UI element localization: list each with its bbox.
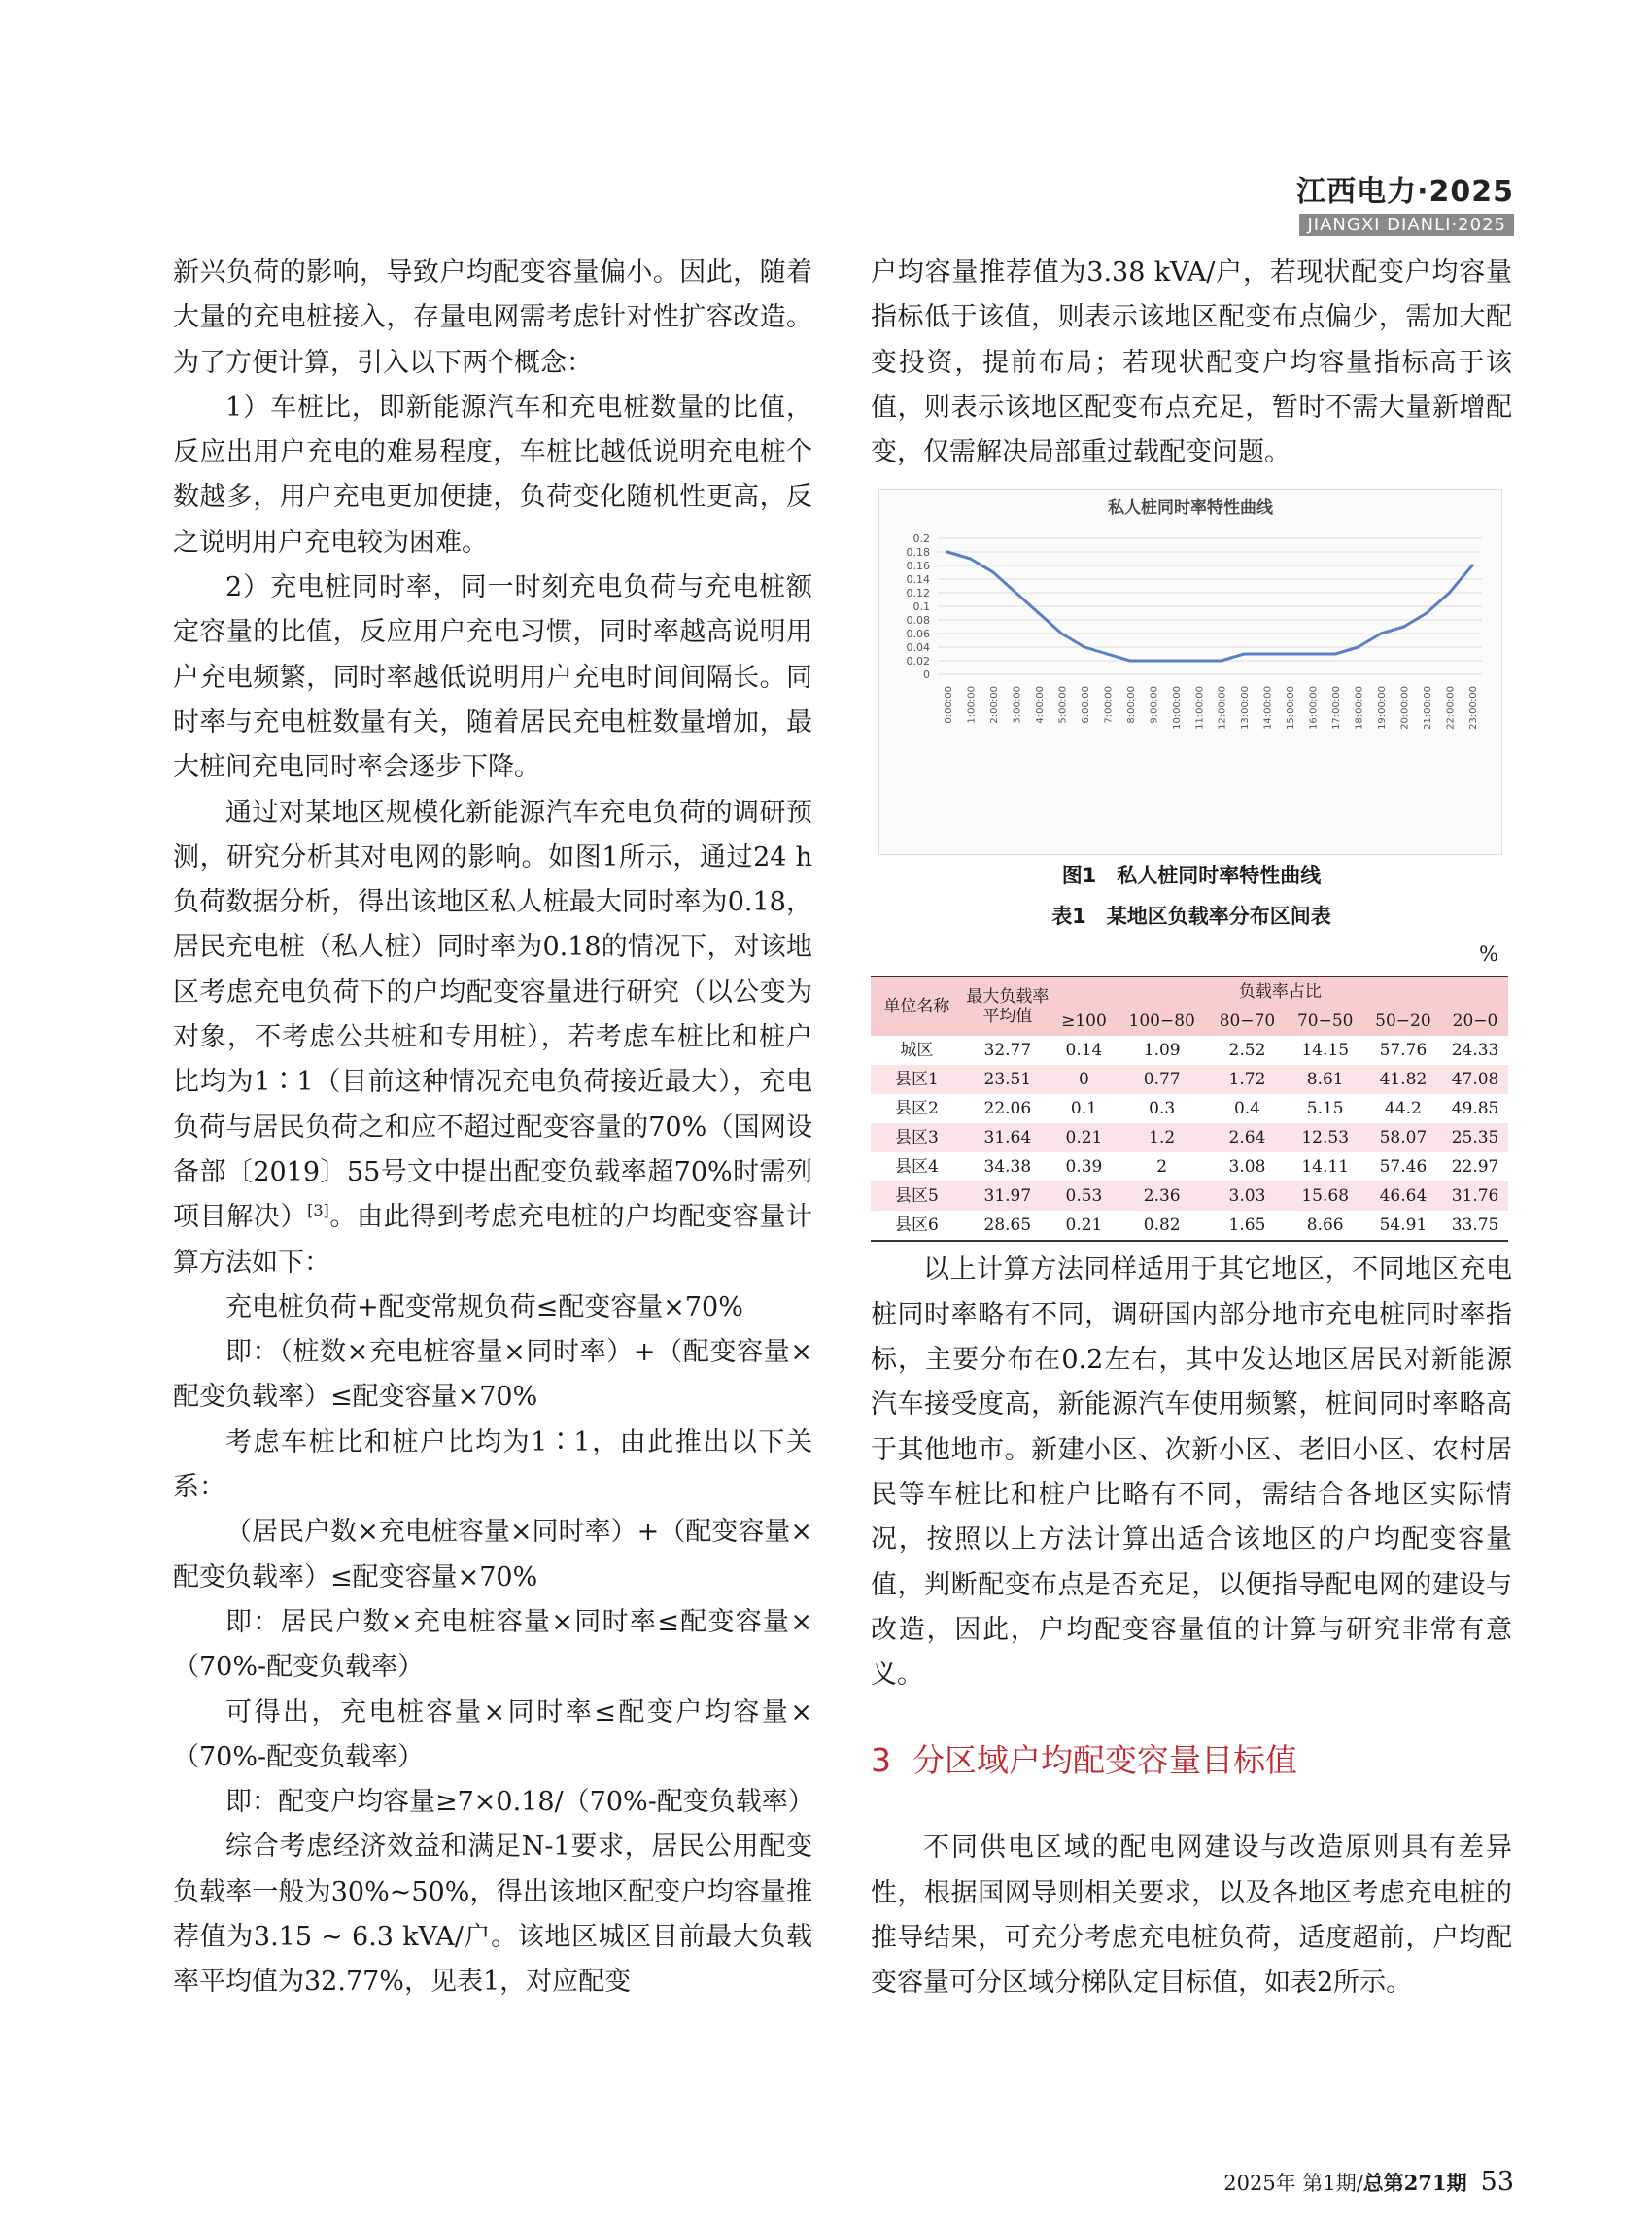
table-cell: 县区4 [895, 1157, 939, 1178]
data-point [1448, 592, 1451, 595]
table-row [871, 1211, 1508, 1241]
y-tick-label: 0.16 [906, 560, 930, 573]
chart-title: 私人桩同时率特性曲线 [1108, 498, 1273, 519]
x-tick-label: 14:00:00 [1262, 686, 1274, 731]
data-point [1311, 653, 1314, 656]
y-tick-label: 0.18 [906, 546, 930, 560]
table-cell: 3.08 [1228, 1157, 1266, 1178]
data-point [1037, 612, 1040, 615]
table-cell: 0.21 [1065, 1216, 1103, 1236]
table-cell: 15.68 [1301, 1186, 1350, 1207]
data-point [1265, 653, 1268, 656]
table-cell: 0.21 [1065, 1128, 1103, 1148]
y-tick-label: 0.12 [906, 587, 930, 600]
paragraph: 2）充电桩同时率，同一时刻充电负荷与充电桩额定容量的比值，反应用户充电习惯，同时率越高说明用户充电频繁，同时率越低说明用户充电时间间隔长。同时率与充电桩数量有关，随着居民充电桩数量增加，最大桩间充电同时率会逐步下降。 [173, 572, 812, 783]
table-cell: 31.64 [983, 1128, 1032, 1148]
x-tick-label: 5:00:00 [1057, 686, 1069, 725]
data-point [946, 551, 949, 554]
table-cell: 0 [1079, 1070, 1089, 1090]
table-cell: 2 [1156, 1157, 1168, 1178]
x-tick-label: 22:00:00 [1445, 686, 1457, 731]
table-cell: 0.14 [1065, 1041, 1103, 1061]
table-cell: 14.11 [1301, 1157, 1350, 1178]
x-tick-label: 3:00:00 [1012, 686, 1023, 725]
x-tick-label: 12:00:00 [1217, 686, 1228, 731]
table-header-row [871, 976, 1508, 1007]
y-tick-label: 0.06 [906, 628, 930, 641]
table-cell: 24.33 [1451, 1041, 1499, 1061]
table-cell: 34.38 [983, 1157, 1032, 1178]
formula: 充电桩负荷+配变常规负荷≤配变容量×70% [225, 1291, 743, 1322]
formula: 即：配变户均容量≥7×0.18/（70%-配变负载率） [225, 1787, 814, 1818]
table-row [871, 1036, 1508, 1065]
header-col: 100−80 [1128, 1011, 1195, 1032]
data-point [1015, 592, 1017, 595]
paragraph: 以上计算方法同样适用于其它地区，不同地区充电桩同时率略有不同，调研国内部分地市充电桩同时率指标，主要分布在0.2左右，其中发达地区居民对新能源汽车接受度高，新能源汽车使用频繁，桩间同时率略高于其他地市。新建小区、次新小区、老旧小区、农村居民等车桩比和桩户比略有不同，需结合各地区实际情况，按照以上方法计算出适合该地区的户均配变容量值，判断配变布点是否充足，以便指导配电网的建设与改造，因此，户均配变容量值的计算与研究非常有意义。 [871, 1254, 1512, 1691]
table-cell: 8.66 [1306, 1216, 1344, 1236]
table-cell: 2.64 [1228, 1128, 1266, 1148]
x-tick-label: 11:00:00 [1194, 686, 1206, 731]
data-point [1083, 646, 1085, 649]
table-cell: 31.97 [983, 1186, 1032, 1207]
section-heading [871, 1738, 1512, 1783]
x-tick-label: 8:00:00 [1125, 686, 1137, 725]
table-cell: 32.77 [983, 1041, 1032, 1061]
table-cell: 28.65 [983, 1216, 1032, 1236]
table-cell: 41.82 [1379, 1070, 1428, 1090]
issue-info: 2025年 第1期/ [1223, 2172, 1363, 2195]
table-cell: 47.08 [1451, 1070, 1499, 1090]
x-tick-label: 7:00:00 [1103, 686, 1115, 725]
table-row [871, 1094, 1508, 1123]
line-chart [879, 490, 1501, 854]
paragraph-text: 。由此得到考虑充电桩的户均配变容量计算方法如下： [173, 1202, 813, 1278]
x-tick-label: 10:00:00 [1171, 686, 1183, 731]
x-tick-label: 20:00:00 [1399, 686, 1411, 731]
figure-1 [871, 489, 1512, 890]
table-cell: 14.15 [1301, 1041, 1350, 1061]
y-tick-label: 0.02 [906, 655, 930, 668]
header-col: 70−50 [1296, 1011, 1354, 1032]
table-cell: 54.91 [1379, 1216, 1428, 1236]
table-cell: 0.4 [1233, 1099, 1260, 1119]
y-tick-label: 0 [923, 668, 930, 682]
header-unit: 单位名称 [883, 997, 950, 1017]
y-tick-label: 0.04 [906, 641, 930, 655]
table-cell: 县区6 [895, 1216, 939, 1236]
data-point [1289, 653, 1291, 656]
journal-title: 江西电力·2025 [1296, 175, 1514, 209]
table-cell: 0.39 [1065, 1157, 1103, 1178]
x-tick-label: 16:00:00 [1308, 686, 1320, 731]
table-cell: 2.52 [1228, 1041, 1266, 1061]
table-row [871, 1065, 1508, 1094]
table-cell: 46.64 [1379, 1186, 1428, 1207]
paragraph: 新兴负荷的影响，导致户均配变容量偏小。因此，随着大量的充电桩接入，存量电网需考虑针对性扩容改造。为了方便计算，引入以下两个概念： [173, 257, 812, 378]
data-point [1128, 660, 1131, 663]
table-cell: 57.46 [1379, 1157, 1428, 1178]
header-avg: 最大负载率平均值 [966, 987, 1050, 1027]
table-cell: 8.61 [1306, 1070, 1344, 1090]
table-cell: 0.82 [1143, 1216, 1181, 1236]
data-point [1197, 660, 1200, 663]
formula: 即：（桩数×充电桩容量×同时率）+（配变容量×配变负载率）≤配变容量×70% [173, 1337, 812, 1413]
header-col: 80−70 [1219, 1011, 1276, 1032]
formula: （居民户数×充电桩容量×同时率）+（配变容量×配变负载率）≤配变容量×70% [173, 1517, 812, 1592]
table-cell: 县区3 [895, 1128, 939, 1148]
x-tick-label: 6:00:00 [1080, 686, 1091, 725]
header-col: 50−20 [1375, 1011, 1431, 1032]
chart-frame [878, 489, 1502, 855]
data-point [1380, 633, 1383, 635]
y-tick-label: 0.14 [906, 573, 930, 587]
table-cell: 22.97 [1451, 1157, 1499, 1178]
x-tick-label: 17:00:00 [1331, 686, 1343, 731]
table-row [871, 1181, 1508, 1211]
table-cell: 49.85 [1451, 1099, 1499, 1119]
journal-header [1296, 167, 1514, 236]
data-point [1243, 653, 1246, 656]
paragraph-text: 通过对某地区规模化新能源汽车充电负荷的调研预测，研究分析其对电网的影响。如图1所示，通过24 h负荷数据分析，得出该地区私人桩最大同时率为0.18，居民充电桩（私人桩）同时率为0.18的情况下，对该地区考虑充电负荷下的户均配变容量进行研究（以公变为对象，不考虑公共桩和专用桩），若考虑车桩比和桩户比均为1∶1（目前这种情况充电负荷接近最大），充电负荷与居民负荷之和应不超过配变容量的70%（国网设备部〔2019〕55号文中提出配变负载率超70%时需列项目解决） [173, 797, 812, 1233]
section-title: 分区域户均配变容量目标值 [912, 1741, 1297, 1780]
data-point [1402, 626, 1405, 629]
data-table [871, 976, 1508, 1242]
table-cell: 0.1 [1070, 1099, 1097, 1119]
header-group: 负载率占比 [1238, 982, 1322, 1003]
formula: 可得出，充电桩容量×同时率≤配变户均容量×（70%-配变负载率） [173, 1696, 812, 1772]
x-tick-label: 19:00:00 [1377, 686, 1389, 731]
table-cell: 县区5 [895, 1186, 939, 1207]
paragraph [173, 791, 812, 1285]
data-point [1220, 660, 1222, 663]
table-cell: 城区 [900, 1041, 934, 1061]
x-tick-label: 1:00:00 [966, 686, 978, 725]
table-cell: 58.07 [1379, 1128, 1428, 1148]
formula: 即：居民户数×充电桩容量×同时率≤配变容量×（70%-配变负载率） [173, 1606, 812, 1683]
data-point [1106, 653, 1109, 656]
table-cell: 31.76 [1451, 1186, 1499, 1207]
y-tick-label: 0.2 [912, 532, 930, 546]
data-point [1152, 660, 1154, 663]
y-tick-label: 0.1 [912, 600, 930, 614]
paragraph: 1）车桩比，即新能源汽车和充电桩数量的比值，反应出用户充电的难易程度，车桩比越低说明充电桩个数越多，用户充电更加便捷，负荷变化随机性更高，反之说明用户充电较为困难。 [173, 392, 812, 558]
page-footer [1223, 2167, 1514, 2197]
table-cell: 25.35 [1451, 1128, 1499, 1148]
right-column [871, 251, 1512, 2006]
data-point [1357, 646, 1359, 649]
figure-caption: 图1 私人桩同时率特性曲线 [1061, 864, 1322, 888]
table-cell: 57.76 [1379, 1041, 1428, 1061]
paragraph: 不同供电区域的配电网建设与改造原则具有差异性，根据国网导则相关要求，以及各地区考虑充电桩的推导结果，可充分考虑充电桩负荷，适度超前，户均配变容量可分区域分梯队定目标值，如表2所示。 [871, 1832, 1512, 1999]
table-cell: 1.72 [1228, 1070, 1266, 1090]
table-cell: 3.03 [1228, 1186, 1266, 1207]
journal-subtitle: JIANGXI DIANLI·2025 [1299, 214, 1514, 236]
table-cell: 44.2 [1385, 1099, 1422, 1119]
x-tick-label: 4:00:00 [1034, 686, 1046, 725]
table-cell: 33.75 [1451, 1216, 1499, 1236]
table-unit: % [1479, 942, 1498, 967]
table-cell: 1.2 [1149, 1128, 1176, 1148]
issue-total: 总第271期 [1362, 2171, 1467, 2195]
table-row [871, 1123, 1508, 1152]
paragraph: 户均容量推荐值为3.38 kVA/户，若现状配变户均容量指标低于该值，则表示该地区配变布点偏少，需加大配变投资，提前布局；若现状配变户均容量指标高于该值，则表示该地区配变布点充足，暂时不需大量新增配变，仅需解决局部重过载配变问题。 [871, 257, 1512, 468]
table-cell: 5.15 [1306, 1099, 1344, 1119]
data-point [1334, 653, 1337, 656]
x-tick-label: 23:00:00 [1468, 686, 1479, 731]
table-cell: 1.09 [1143, 1041, 1181, 1061]
x-tick-label: 18:00:00 [1354, 686, 1365, 731]
table-cell: 0.53 [1065, 1186, 1103, 1207]
x-tick-label: 15:00:00 [1286, 686, 1297, 731]
table-cell: 0.77 [1143, 1070, 1181, 1090]
table-cell: 22.06 [983, 1099, 1032, 1119]
section-number: 3 [871, 1741, 891, 1780]
x-tick-label: 0:00:00 [944, 686, 954, 725]
table-cell: 县区1 [895, 1070, 939, 1090]
table-cell: 0.3 [1149, 1099, 1176, 1119]
header-col: ≥100 [1061, 1011, 1107, 1032]
page-number: 53 [1480, 2167, 1514, 2197]
table-cell: 县区2 [895, 1099, 939, 1119]
data-point [1426, 612, 1428, 615]
data-point [969, 558, 972, 561]
table-cell: 2.36 [1143, 1186, 1181, 1207]
data-point [991, 571, 994, 574]
data-point [1174, 660, 1177, 663]
table-cell: 12.53 [1301, 1128, 1350, 1148]
table-cell: 23.51 [983, 1070, 1032, 1090]
data-point [1471, 565, 1474, 567]
x-tick-label: 13:00:00 [1240, 686, 1252, 731]
x-tick-label: 9:00:00 [1149, 686, 1160, 725]
y-tick-label: 0.08 [906, 614, 930, 628]
table-caption: 表1 某地区负载率分布区间表 [1051, 905, 1331, 929]
paragraph: 综合考虑经济效益和满足N-1要求，居民公用配变负载率一般为30%~50%，得出该地区配变户均容量推荐值为3.15 ~ 6.3 kVA/户。该地区城区目前最大负载率平均值为32.77%，见表1，对应配变 [173, 1832, 812, 1998]
x-tick-label: 21:00:00 [1423, 686, 1434, 731]
citation-ref: [3] [307, 1201, 329, 1220]
header-col: 20−0 [1452, 1011, 1498, 1032]
table-row [871, 1152, 1508, 1181]
data-point [1060, 633, 1063, 635]
left-column [173, 251, 812, 2005]
paragraph: 考虑车桩比和桩户比均为1∶1，由此推出以下关系： [173, 1426, 812, 1503]
table-cell: 1.65 [1228, 1216, 1266, 1236]
x-tick-label: 2:00:00 [988, 686, 1000, 725]
